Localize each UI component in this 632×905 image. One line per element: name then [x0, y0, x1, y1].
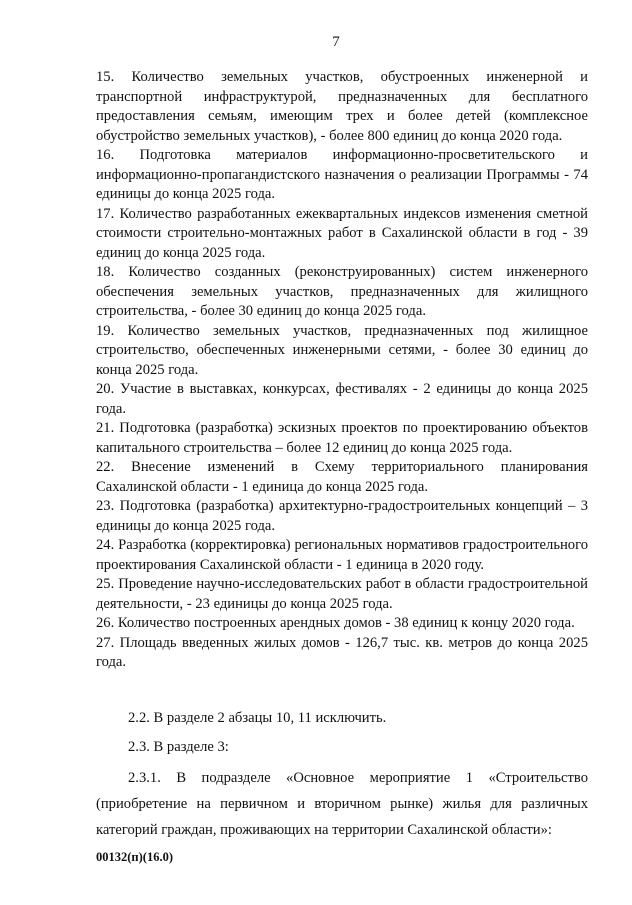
list-item-19: 19. Количество земельных участков, предназначенных под жилищное строительство, обеспеченных инженерными сетями, - более 30 единиц до конца 2025 года.	[96, 322, 588, 378]
list-item-21: 21. Подготовка (разработка) эскизных проектов по проектированию объектов капитального строительства – более 12 единиц до конца 2025 года.	[96, 420, 588, 456]
list-item-26: 26. Количество построенных арендных домов - 38 единиц к концу 2020 года.	[96, 615, 575, 631]
list-item-17: 17. Количество разработанных ежеквартальных индексов изменения сметной стоимости строительно-монтажных работ в Сахалинской области в год - 39 единиц до конца 2025 года.	[96, 205, 588, 261]
document-code: 00132(п)(16.0)	[96, 850, 173, 864]
indicator-list	[96, 68, 588, 673]
paragraph-2-3: 2.3. В разделе 3:	[128, 739, 229, 755]
list-item-23: 23. Подготовка (разработка) архитектурно-градостроительных концепций – 3 единицы до конца 2025 года.	[96, 498, 588, 534]
list-item-15: 15. Количество земельных участков, обустроенных инженерной и транспортной инфраструктурой, предназначенных для бесплатного предоставления семьям, имеющим трех и более детей (комплексное обустройство земельных участков), - более 800 единиц до конца 2020 года.	[96, 69, 588, 144]
list-item-24: 24. Разработка (корректировка) региональных нормативов градостроительного проектирования Сахалинской области - 1 единица в 2020 году.	[96, 537, 588, 573]
list-item-18: 18. Количество созданных (реконструированных) систем инженерного обеспечения земельных участков, предназначенных для жилищного строительства, - более 30 единиц до конца 2025 года.	[96, 264, 588, 319]
list-item-22: 22. Внесение изменений в Схему территориального планирования Сахалинской области - 1 единица до конца 2025 года.	[96, 459, 588, 495]
list-item-25: 25. Проведение научно-исследовательских работ в области градостроительной деятельности, - 23 единицы до конца 2025 года.	[96, 576, 588, 612]
list-item-27: 27. Площадь введенных жилых домов - 126,7 тыс. кв. метров до конца 2025 года.	[96, 634, 588, 670]
list-item-16: 16. Подготовка материалов информационно-просветительского и информационно-пропагандистского назначения о реализации Программы - 74 единицы до конца 2025 года.	[96, 147, 588, 202]
paragraph-2-3-1: 2.3.1. В подразделе «Основное мероприятие 1 «Строительство (приобретение на первичном и вторичном рынке) жилья для различных категорий граждан, проживающих на территории Сахалинской области»:	[96, 770, 588, 838]
paragraph-2-2: 2.2. В разделе 2 абзацы 10, 11 исключить.	[128, 710, 387, 726]
page-number: 7	[332, 34, 340, 50]
list-item-20: 20. Участие в выставках, конкурсах, фестивалях - 2 единицы до конца 2025 года.	[96, 381, 588, 417]
